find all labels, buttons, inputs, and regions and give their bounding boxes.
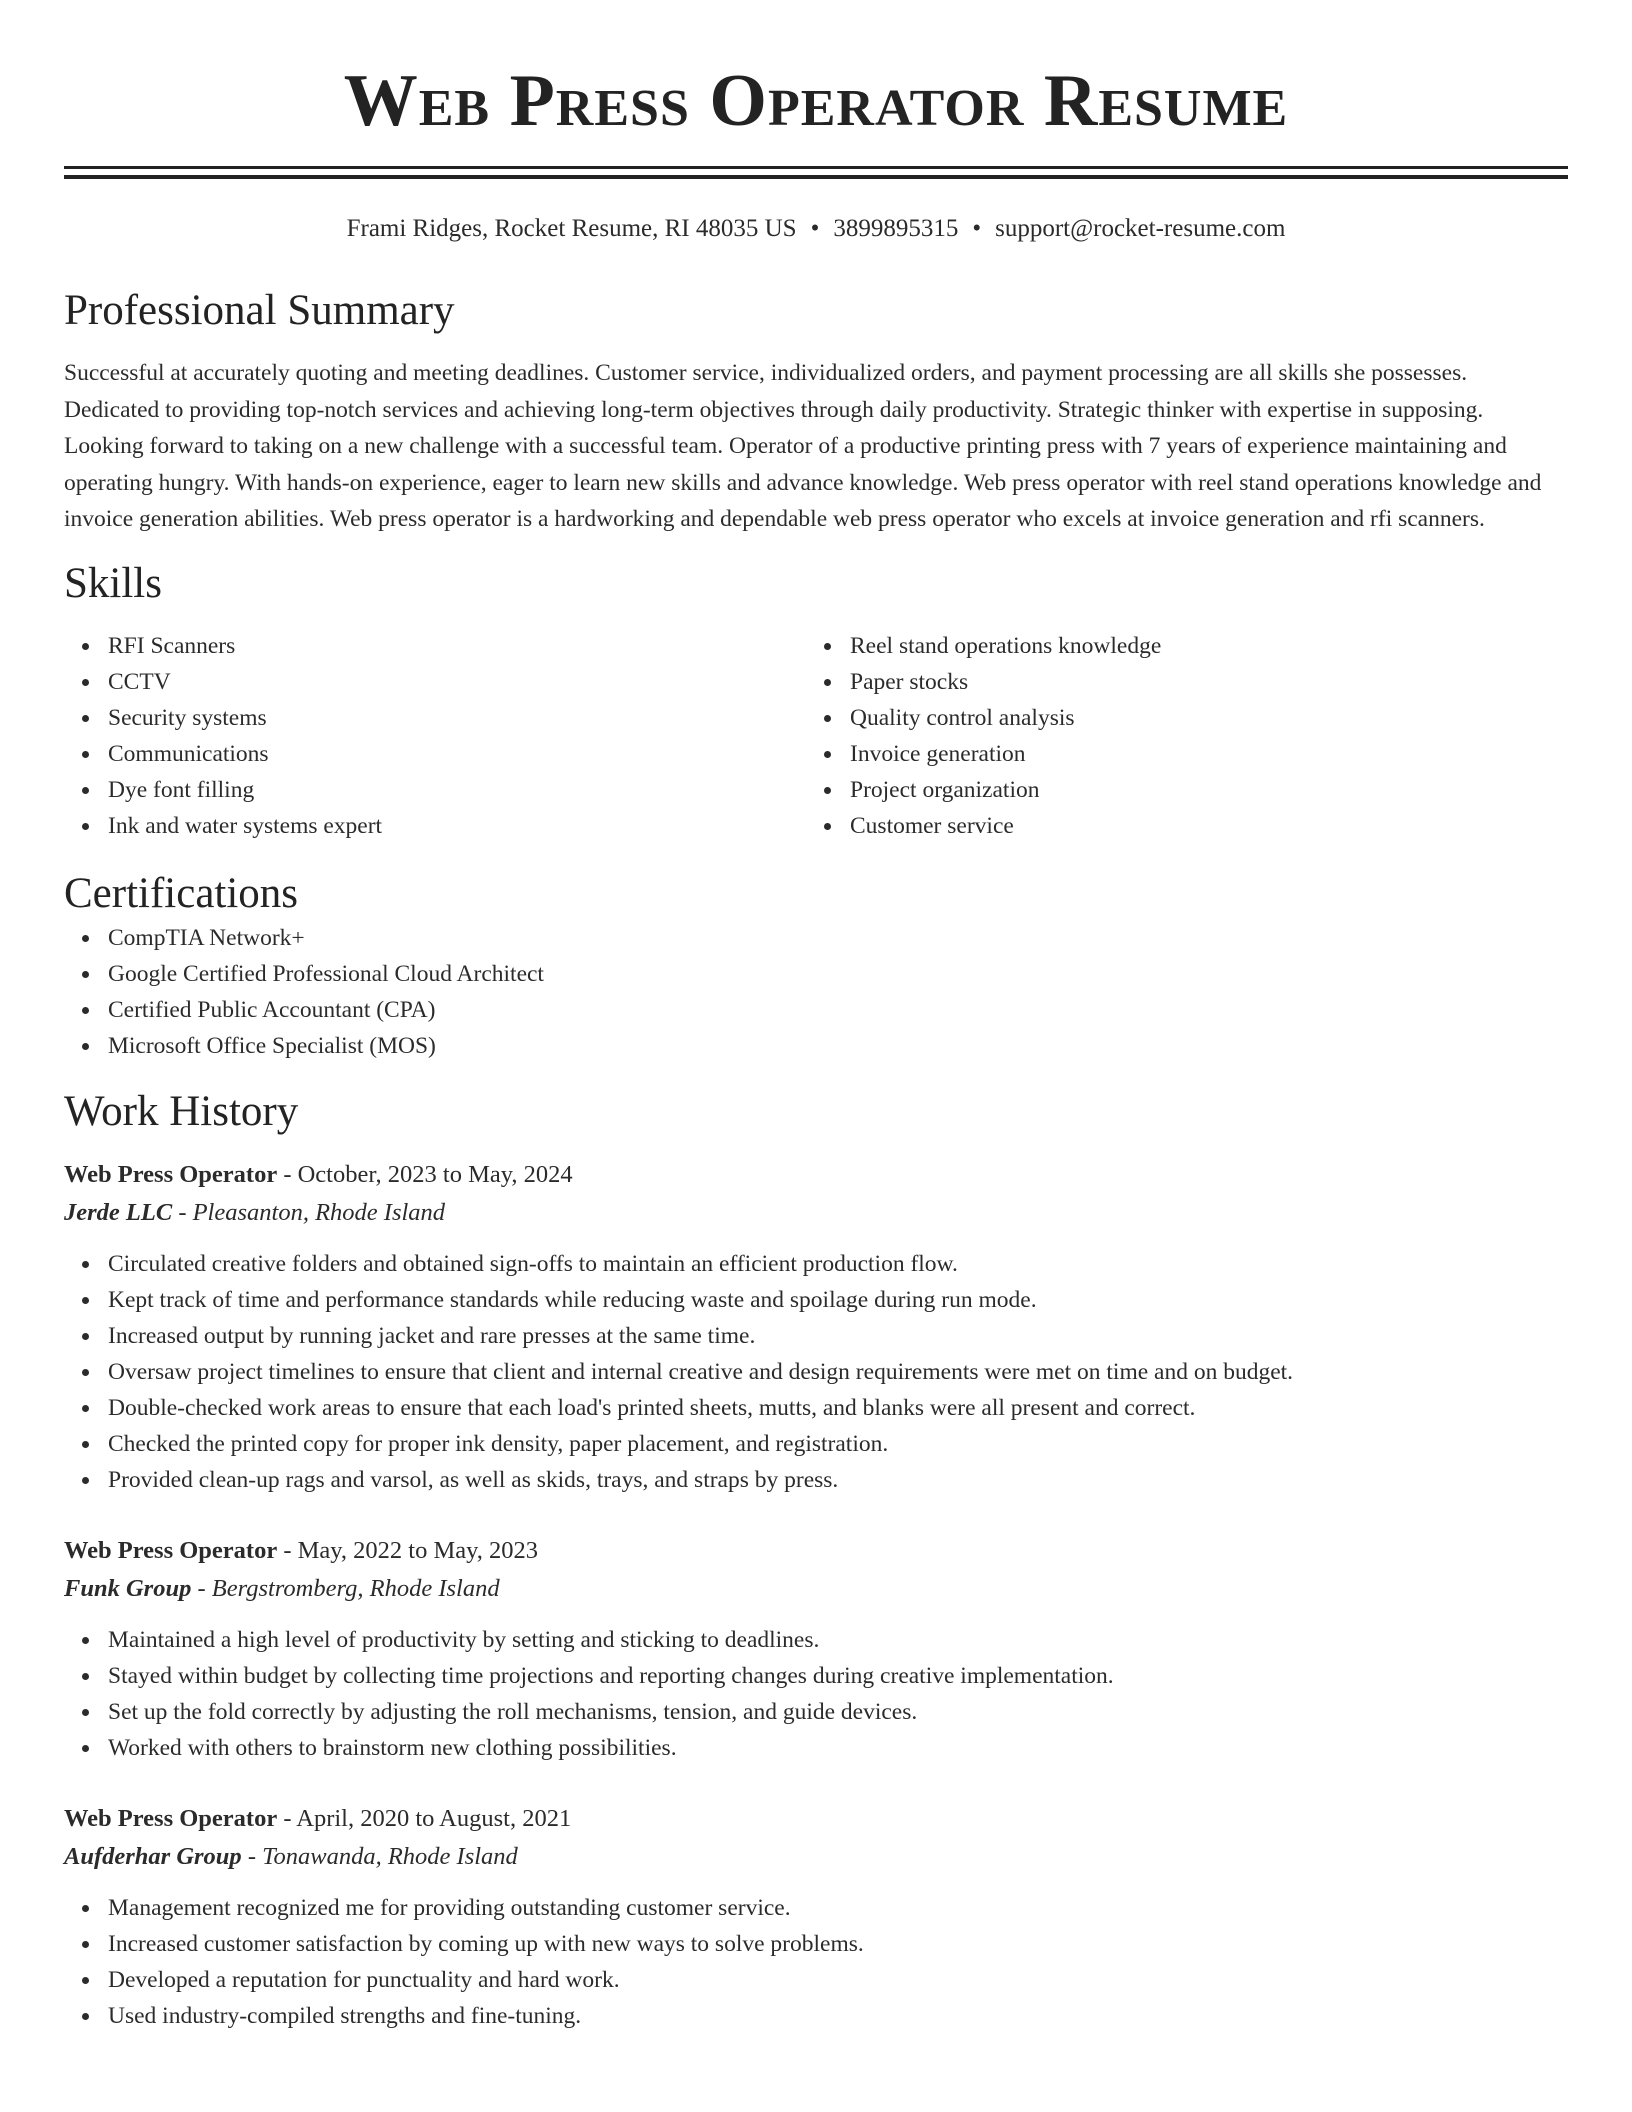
job-bullet: Stayed within budget by collecting time projections and reporting changes during creative implementation. [64, 1658, 1568, 1694]
skill-item: Customer service [806, 808, 1548, 844]
skill-item: Invoice generation [806, 736, 1548, 772]
contact-phone: 3899895315 [833, 215, 959, 242]
skill-item: CCTV [64, 664, 806, 700]
job-bullet: Worked with others to brainstorm new clothing possibilities. [64, 1730, 1568, 1766]
title-divider-bottom [64, 175, 1568, 179]
contact-line [64, 213, 1568, 245]
job-entry [64, 1156, 1568, 1498]
job-bullet: Used industry-compiled strengths and fine-tuning. [64, 1998, 1568, 2034]
job-location: - Pleasanton, Rhode Island [172, 1198, 446, 1226]
page-title: Web Press Operator Resume [343, 60, 1289, 142]
job-dates: - October, 2023 to May, 2024 [277, 1160, 573, 1188]
skill-item: Communications [64, 736, 806, 772]
job-location: - Tonawanda, Rhode Island [241, 1842, 518, 1870]
job-bullet: Oversaw project timelines to ensure that client and internal creative and design requirements were met on time and on budget. [64, 1354, 1568, 1390]
work-history-heading: Work History [64, 1087, 299, 1135]
job-dates: - April, 2020 to August, 2021 [277, 1804, 572, 1832]
job-company-line [64, 1570, 1568, 1608]
job-bullet: Increased output by running jacket and rare presses at the same time. [64, 1318, 1568, 1354]
certification-item: Microsoft Office Specialist (MOS) [64, 1028, 1568, 1064]
skill-item: Security systems [64, 700, 806, 736]
job-role: Web Press Operator [64, 1536, 278, 1564]
skill-item: Reel stand operations knowledge [806, 628, 1548, 664]
job-title-line [64, 1800, 1568, 1838]
skill-item: Project organization [806, 772, 1548, 808]
skill-item: Dye font filling [64, 772, 806, 808]
job-location: - Bergstromberg, Rhode Island [191, 1574, 500, 1602]
job-bullet: Set up the fold correctly by adjusting the roll mechanisms, tension, and guide devices. [64, 1694, 1568, 1730]
job-entry [64, 1800, 1568, 2034]
summary-text: Successful at accurately quoting and meeting deadlines. Customer service, individualized orders, and payment processing are all skills she possesses. Dedicated to providing top-notch services and achieving long-term objectives through daily productivity. Strategic thinker with expertise in supposing. Looking forward to taking on a new challenge with a successful team. Operator of a productive printing press with 7 years of experience maintaining and operating hungry. With hands-on experience, eager to learn new skills and advance knowledge. Web press operator with reel stand operations knowledge and invoice generation abilities. Web press operator is a hardworking and dependable web press operator who excels at invoice generation and rfi scanners. [64, 360, 1542, 532]
certification-item: CompTIA Network+ [64, 920, 1568, 956]
certifications-heading: Certifications [64, 869, 299, 917]
job-bullet: Management recognized me for providing outstanding customer service. [64, 1890, 1568, 1926]
contact-address: Frami Ridges, Rocket Resume, RI 48035 US [346, 215, 797, 242]
job-role: Web Press Operator [64, 1804, 278, 1832]
job-title-line [64, 1156, 1568, 1194]
job-entry [64, 1532, 1568, 1766]
job-bullet: Checked the printed copy for proper ink density, paper placement, and registration. [64, 1426, 1568, 1462]
skills-heading: Skills [64, 559, 162, 607]
job-bullet: Circulated creative folders and obtained sign-offs to maintain an efficient production flow. [64, 1246, 1568, 1282]
skills-column-left [64, 628, 806, 844]
skill-item: Paper stocks [806, 664, 1548, 700]
contact-separator: • [810, 215, 820, 242]
job-bullet: Developed a reputation for punctuality and hard work. [64, 1962, 1568, 1998]
summary-heading: Professional Summary [64, 287, 455, 334]
job-bullet: Increased customer satisfaction by coming up with new ways to solve problems. [64, 1926, 1568, 1962]
skill-item: Ink and water systems expert [64, 808, 806, 844]
contact-separator: • [972, 215, 982, 242]
certification-item: Certified Public Accountant (CPA) [64, 992, 1568, 1028]
job-dates: - May, 2022 to May, 2023 [277, 1536, 539, 1564]
title-divider-top [64, 166, 1568, 169]
skill-item: Quality control analysis [806, 700, 1548, 736]
skills-list-left [64, 628, 806, 844]
job-bullets [64, 1246, 1568, 1498]
job-title-line [64, 1532, 1568, 1570]
job-company: Funk Group [64, 1574, 192, 1602]
resume-page [64, 0, 1568, 2034]
certifications-list [64, 920, 1568, 1064]
contact-email: support@rocket-resume.com [995, 215, 1286, 242]
job-bullets [64, 1890, 1568, 2034]
job-company: Aufderhar Group [64, 1842, 242, 1870]
job-bullet: Double-checked work areas to ensure that each load's printed sheets, mutts, and blanks were all present and correct. [64, 1390, 1568, 1426]
job-bullet: Kept track of time and performance standards while reducing waste and spoilage during run mode. [64, 1282, 1568, 1318]
skills-column-right [806, 628, 1548, 844]
job-role: Web Press Operator [64, 1160, 278, 1188]
certification-item: Google Certified Professional Cloud Architect [64, 956, 1568, 992]
skills-list-right [806, 628, 1548, 844]
job-bullets [64, 1622, 1568, 1766]
job-bullet: Maintained a high level of productivity by setting and sticking to deadlines. [64, 1622, 1568, 1658]
job-company-line [64, 1194, 1568, 1232]
job-bullet: Provided clean-up rags and varsol, as well as skids, trays, and straps by press. [64, 1462, 1568, 1498]
job-company: Jerde LLC [64, 1198, 173, 1226]
skill-item: RFI Scanners [64, 628, 806, 664]
skills-columns [64, 628, 1568, 844]
job-company-line [64, 1838, 1568, 1876]
